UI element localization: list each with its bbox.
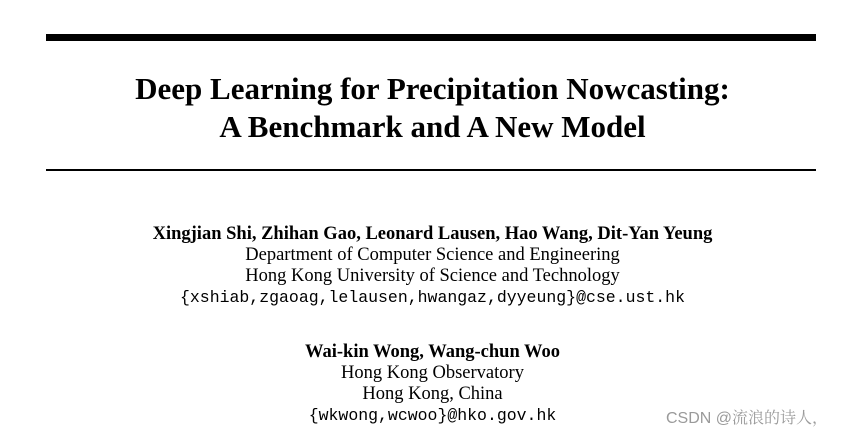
title-line-1: Deep Learning for Precipitation Nowcasting:: [135, 71, 730, 106]
location: Hong Kong, China: [362, 384, 503, 404]
author-block-1: [0, 224, 865, 308]
author-emails: {wkwong,wcwoo}@hko.gov.hk: [308, 406, 557, 425]
top-rule: [46, 34, 816, 41]
institution: Hong Kong Observatory: [341, 363, 524, 383]
department: Department of Computer Science and Engineering: [245, 245, 620, 265]
author-names: Wai-kin Wong, Wang-chun Woo: [305, 342, 560, 362]
institution: Hong Kong University of Science and Technology: [245, 266, 620, 286]
watermark: CSDN @流浪的诗人，: [666, 410, 829, 427]
title-line-2: A Benchmark and A New Model: [219, 109, 646, 144]
author-emails: {xshiab,zgaoag,lelausen,hwangaz,dyyeung}@cse.ust.hk: [180, 288, 685, 307]
author-names: Xingjian Shi, Zhihan Gao, Leonard Lausen, Hao Wang, Dit-Yan Yeung: [152, 224, 713, 244]
paper-title: [0, 70, 865, 146]
bottom-rule: [46, 169, 816, 171]
